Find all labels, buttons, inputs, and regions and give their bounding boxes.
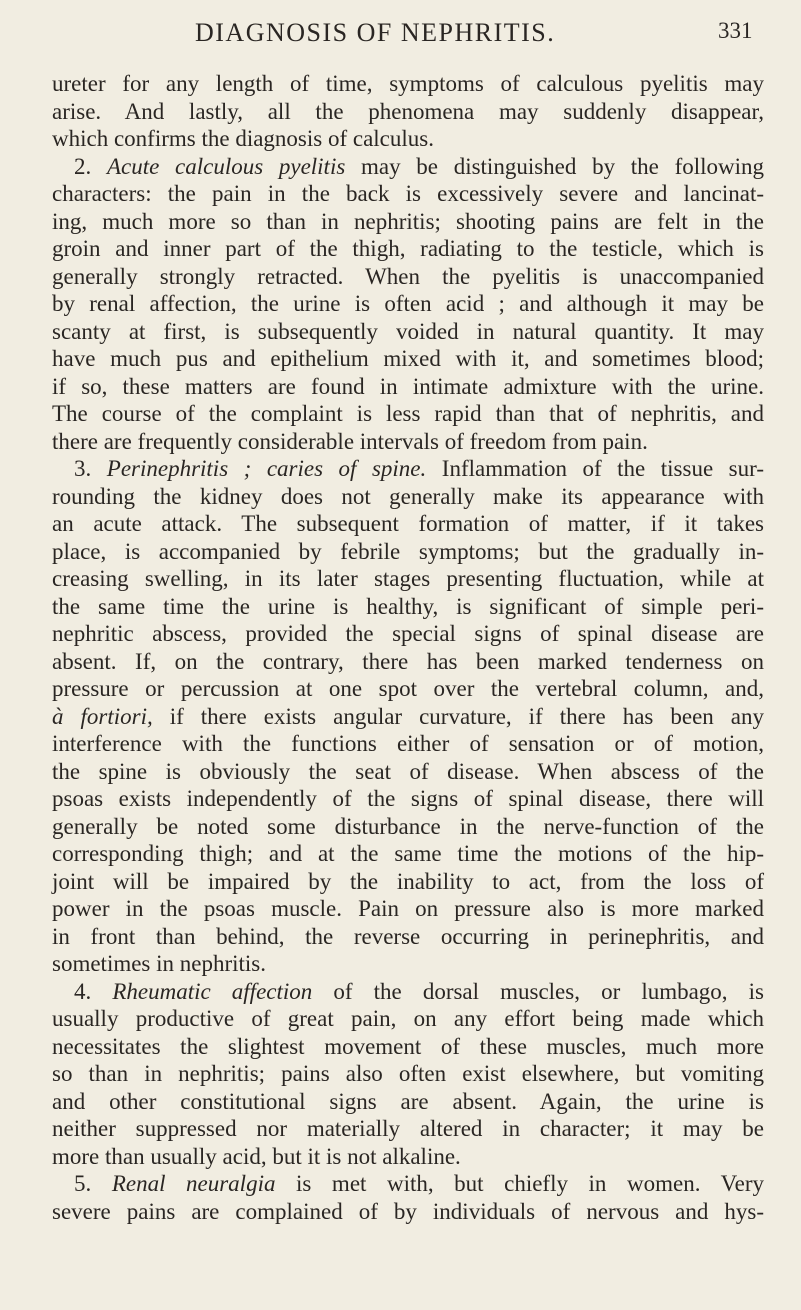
text-line [52,98,764,126]
line-text: necessitates the slightest movement of these muscles, much more [52,1033,764,1059]
text-line [52,263,764,291]
text-line [52,318,764,346]
line-text: there are frequently considerable intervals of freedom from pain. [52,428,648,454]
line-text: may be distinguished by the following [345,153,765,179]
line-text: creasing swelling, in its later stages presenting fluctuation, while at [52,566,764,591]
italic-term: Acute calculous pyelitis [106,153,346,179]
text-line [52,510,764,538]
text-line [52,813,764,841]
text-line [52,345,764,373]
text-line [52,1060,764,1088]
line-text: corresponding thigh; and at the same time the motions of the hip- [52,841,764,866]
line-text: the same time the urine is healthy, is significant of simple peri- [52,593,764,619]
text-line [52,1143,764,1171]
line-text: neither suppressed nor materially altered in character; it may be [52,1116,764,1141]
text-line [52,400,764,428]
line-text: so than in nephritis; pains also often exist elsewhere, but vomiting [52,1061,764,1086]
line-text: by renal affection, the urine is often acid ; and although it may be [52,291,764,316]
line-text: if so, these matters are found in intimate admixture with the urine. [52,373,764,399]
italic-term: Rheumatic affection [112,978,313,1004]
text-line [52,1170,764,1198]
page-number: 331 [718,18,753,43]
text-line [52,950,764,978]
line-text: nephritic abscess, provided the special signs of spinal disease are [52,621,764,646]
text-line [52,208,764,236]
line-text: ing, much more so than in nephritis; shooting pains are felt in the [52,208,764,234]
line-text: severe pains are complained of by individuals of nervous and hys- [52,1198,764,1224]
text-line [52,868,764,896]
line-text: rounding the kidney does not generally make its appearance with [52,483,764,509]
text-line [52,483,764,511]
line-text: generally be noted some disturbance in the nerve-function of the [52,813,764,839]
item-number: 4. [74,978,113,1004]
text-line [52,1198,764,1226]
text-line [52,565,764,593]
line-text: interference with the functions either of sensation or of motion, [52,731,764,756]
italic-term: Renal neuralgia [111,1171,276,1196]
text-line [52,593,764,621]
line-text: Inflammation of the tissue sur- [426,456,764,481]
text-line [52,923,764,951]
text-line [52,1033,764,1061]
text-line [52,428,764,456]
text-line [52,373,764,401]
text-line [52,758,764,786]
line-text: more than usually acid, but it is not alkaline. [52,1143,461,1169]
item-number: 3. [74,456,107,481]
line-text: generally strongly retracted. When the pyelitis is unaccompanied [52,263,764,289]
text-line [52,648,764,676]
text-line [52,180,764,208]
text-line [52,235,764,263]
line-text: if there exists angular curvature, if there has been any [152,703,764,729]
line-text: of the dorsal muscles, or lumbago, is [312,978,764,1004]
text-line [52,125,764,153]
line-text: power in the psoas muscle. Pain on pressure also is more marked [52,896,764,921]
text-line [52,538,764,566]
line-text: have much pus and epithelium mixed with it, and sometimes blood; [52,346,764,371]
text-line [52,785,764,813]
line-text: The course of the complaint is less rapid than that of nephritis, and [52,401,764,426]
line-text: which confirms the diagnosis of calculus. [52,126,434,151]
line-text: groin and inner part of the thigh, radiating to the testicle, which is [52,236,764,261]
line-text: the spine is obviously the seat of disease. When abscess of the [52,758,764,784]
line-text: sometimes in nephritis. [52,951,267,976]
line-text: characters: the pain in the back is excessively severe and lancinat- [52,181,764,206]
line-text: ureter for any length of time, symptoms of calculous pyelitis may [52,71,764,96]
running-title: DIAGNOSIS OF NEPHRITIS. [195,18,556,47]
text-line [52,675,764,703]
italic-term: à fortiori, [52,703,153,729]
text-line [52,978,764,1006]
text-line [52,1005,764,1033]
line-text: usually productive of great pain, on any effort being made which [52,1006,764,1031]
running-head [0,18,801,58]
line-text: pressure or percussion at one spot over the vertebral column, and, [52,676,764,701]
text-line [52,153,764,181]
line-text: absent. If, on the contrary, there has been marked tenderness on [52,648,764,674]
line-text: scanty at first, is subsequently voided in natural quantity. It may [52,318,764,344]
line-text: joint will be impaired by the inability to act, from the loss of [52,868,764,894]
text-line [52,730,764,758]
line-text: arise. And lastly, all the phenomena may suddenly disappear, [52,98,764,124]
text-line [52,840,764,868]
item-number: 2. [74,153,107,179]
body-text [52,70,764,1225]
text-line [52,70,764,98]
line-text: is met with, but chiefly in women. Very [275,1171,765,1196]
line-text: psoas exists independently of the signs of spinal disease, there will [52,786,764,811]
line-text: an acute attack. The subsequent formation of matter, if it takes [52,511,764,536]
text-line [52,1088,764,1116]
text-line [52,895,764,923]
line-text: place, is accompanied by febrile symptoms; but the gradually in- [52,538,764,564]
text-line [52,620,764,648]
item-number: 5. [74,1171,112,1196]
line-text: in front than behind, the reverse occurring in perinephritis, and [52,923,764,949]
text-line [52,1115,764,1143]
text-line [52,290,764,318]
italic-term: Perinephritis ; caries of spine. [106,456,427,481]
text-line [52,703,764,731]
line-text: and other constitutional signs are absent. Again, the urine is [52,1088,764,1114]
text-line [52,455,764,483]
